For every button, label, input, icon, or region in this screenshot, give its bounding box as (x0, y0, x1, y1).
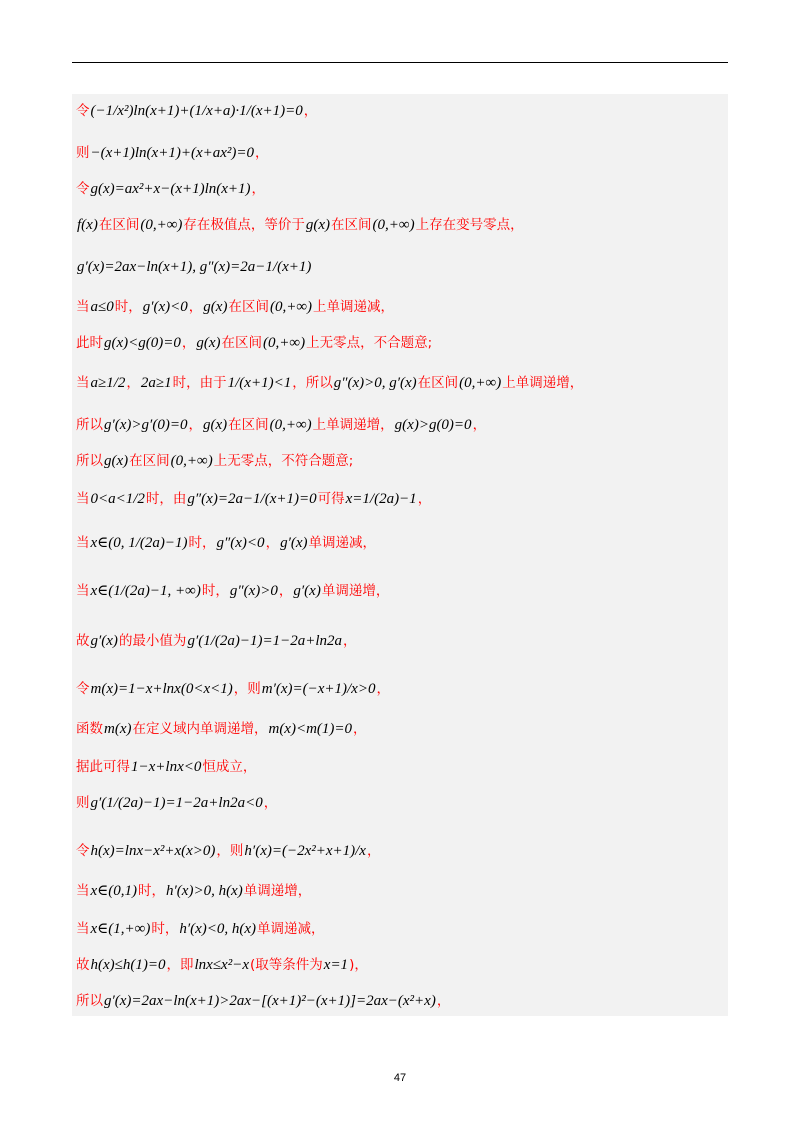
math-expression: x=1/(2a)−1 (345, 491, 417, 507)
explanation-text: 上单调递增， (502, 374, 584, 391)
math-expression: x∈(1/(2a)−1, +∞) (90, 583, 201, 599)
solution-line (76, 258, 724, 276)
explanation-text: 在区间 (228, 416, 269, 433)
math-expression: (0,+∞) (269, 417, 312, 433)
explanation-text: ， (265, 534, 280, 551)
explanation-text: 令 (76, 180, 90, 197)
math-expression: h′(x)<0, h(x) (179, 921, 257, 937)
explanation-text: 在区间 (221, 334, 263, 351)
explanation-text: 上无零点，不合题意; (306, 334, 433, 351)
math-expression: g′(x)=2ax−ln(x+1), g″(x)=2a−1/(x+1) (77, 259, 312, 275)
explanation-text: ， (188, 298, 203, 315)
solution-line (76, 956, 724, 974)
math-expression: g(x)>g(0)=0 (394, 417, 472, 433)
explanation-text: 则 (76, 144, 90, 161)
solution-line (76, 794, 724, 812)
math-expression: g(x)<g(0)=0 (104, 335, 181, 351)
math-expression: (0,+∞) (140, 217, 183, 233)
explanation-text: 据此可得 (76, 758, 130, 775)
page-number: 47 (393, 1072, 407, 1084)
explanation-text: )， (349, 956, 368, 973)
explanation-text: (取等条件为 (250, 956, 323, 973)
explanation-text: 时， (114, 298, 142, 315)
solution-line (76, 216, 724, 234)
math-expression: h(x)=lnx−x²+x(x>0) (90, 843, 216, 859)
math-expression: 1−x+lnx<0 (131, 759, 202, 775)
math-expression: g″(x)>0, g′(x) (333, 375, 417, 391)
math-expression: h′(x)>0, h(x) (166, 883, 243, 899)
explanation-text: 所以 (76, 416, 103, 433)
solution-line (76, 334, 724, 352)
explanation-text: 时， (201, 582, 229, 599)
math-expression: x=1 (323, 957, 349, 973)
explanation-text: ， (417, 490, 432, 507)
solution-line (76, 416, 724, 434)
explanation-text: 单调递减， (257, 920, 325, 937)
explanation-text: ， (436, 992, 451, 1009)
explanation-text: 当 (76, 298, 90, 315)
math-expression: g′(x)<0 (142, 299, 188, 315)
solution-line (76, 758, 724, 776)
math-expression: g″(x)<0 (216, 535, 265, 551)
math-expression: (0,+∞) (459, 375, 502, 391)
math-expression: x∈(0, 1/(2a)−1) (90, 535, 188, 551)
explanation-text: 则 (76, 794, 90, 811)
explanation-text: ，即 (166, 956, 194, 973)
math-expression: a≤0 (90, 299, 114, 315)
math-expression: g(x) (203, 299, 228, 315)
explanation-text: 当 (76, 534, 90, 551)
math-expression: 1/(x+1)<1 (227, 375, 292, 391)
math-expression: −(x+1)ln(x+1)+(x+ax²)=0 (90, 145, 254, 161)
explanation-text: 可得 (317, 490, 345, 507)
explanation-text: 当 (76, 374, 90, 391)
math-expression: m(x)=1−x+lnx(0<x<1) (90, 681, 233, 697)
explanation-text: ， (366, 842, 381, 859)
solution-line (76, 490, 724, 508)
math-expression: f(x) (77, 217, 98, 233)
explanation-text: 时， (138, 882, 166, 899)
explanation-text: ，则 (233, 680, 261, 697)
math-expression: a≥1/2 (90, 375, 126, 391)
math-expression: m(x) (104, 721, 132, 737)
solution-line (76, 582, 724, 600)
explanation-text: 存在极值点，等价于 (183, 216, 305, 233)
explanation-text: 令 (76, 102, 90, 119)
explanation-text: 时，由 (145, 490, 187, 507)
explanation-text: ， (303, 102, 318, 119)
explanation-text: 令 (76, 680, 90, 697)
explanation-text: ， (251, 180, 266, 197)
explanation-text: 当 (76, 582, 90, 599)
math-expression: g′(x) (90, 633, 118, 649)
explanation-text: 单调递增， (243, 882, 312, 899)
math-expression: lnx≤x²−x (194, 957, 249, 973)
math-expression: g(x) (202, 417, 228, 433)
math-expression: (−1/x²)ln(x+1)+(1/x+a)·1/(x+1)=0 (90, 103, 303, 119)
solution-content (72, 94, 728, 1016)
explanation-text: 上单调递减， (313, 298, 395, 315)
explanation-text: ， (181, 334, 196, 351)
math-expression: 0<a<1/2 (90, 491, 145, 507)
math-expression: g′(1/(2a)−1)=1−2a+ln2a<0 (90, 795, 263, 811)
explanation-text: ， (472, 416, 487, 433)
solution-line (76, 534, 724, 552)
explanation-text: 当 (76, 920, 90, 937)
solution-line (76, 720, 724, 738)
explanation-text: ， (343, 632, 357, 649)
explanation-text: 在区间 (331, 216, 372, 233)
explanation-text: 此时 (76, 334, 103, 351)
math-expression: m(x)<m(1)=0 (268, 721, 353, 737)
explanation-text: 的最小值为 (118, 632, 187, 649)
math-expression: g(x) (104, 453, 129, 469)
solution-line (76, 992, 724, 1010)
explanation-text: 所以 (76, 992, 103, 1009)
math-expression: 2a≥1 (140, 375, 172, 391)
explanation-text: 时，由于 (172, 374, 227, 391)
math-expression: g″(x)=2a−1/(x+1)=0 (187, 491, 317, 507)
solution-line (76, 452, 724, 470)
explanation-text: 在区间 (228, 298, 269, 315)
math-expression: g′(x)>g′(0)=0 (104, 417, 188, 433)
explanation-text: 当 (76, 490, 90, 507)
explanation-text: 上单调递增， (312, 416, 394, 433)
explanation-text: 单调递增， (321, 582, 390, 599)
math-expression: g(x) (305, 217, 331, 233)
explanation-text: 时， (151, 920, 179, 937)
explanation-text: 函数 (76, 720, 103, 737)
solution-line (76, 374, 724, 392)
explanation-text: 故 (76, 632, 90, 649)
math-expression: h(x)≤h(1)=0 (90, 957, 166, 973)
explanation-text: ，所以 (292, 374, 333, 391)
explanation-text: 上无零点，不符合题意; (213, 452, 354, 469)
explanation-text: 所以 (76, 452, 103, 469)
math-expression: h′(x)=(−2x²+x+1)/x (244, 843, 366, 859)
math-expression: (0,+∞) (170, 453, 213, 469)
math-expression: (0,+∞) (269, 299, 313, 315)
math-expression: x∈(1,+∞) (90, 921, 151, 937)
math-expression: g′(x)=2ax−ln(x+1)>2ax−[(x+1)²−(x+1)]=2ax−(x²+x) (104, 993, 436, 1009)
explanation-text: 上存在变号零点， (415, 216, 524, 233)
math-expression: g′(x) (293, 583, 321, 599)
solution-line (76, 882, 724, 900)
explanation-text: ， (126, 374, 140, 391)
math-expression: g″(x)>0 (229, 583, 278, 599)
header-rule (72, 62, 728, 63)
math-expression: (0,+∞) (263, 335, 306, 351)
solution-line (76, 842, 724, 860)
math-expression: g(x)=ax²+x−(x+1)ln(x+1) (90, 181, 251, 197)
solution-line (76, 144, 724, 162)
explanation-text: 故 (76, 956, 90, 973)
solution-line (76, 632, 724, 650)
explanation-text: 恒成立， (202, 758, 257, 775)
explanation-text: ， (255, 144, 269, 161)
explanation-text: ， (263, 794, 278, 811)
solution-line (76, 180, 724, 198)
solution-line (76, 920, 724, 938)
math-expression: (0,+∞) (372, 217, 415, 233)
explanation-text: 在区间 (417, 374, 459, 391)
solution-line (76, 298, 724, 316)
explanation-text: 当 (76, 882, 90, 899)
explanation-text: 在区间 (129, 452, 170, 469)
explanation-text: ， (353, 720, 367, 737)
solution-line (76, 680, 724, 698)
math-expression: x∈(0,1) (90, 883, 138, 899)
explanation-text: 在定义域内单调递增， (132, 720, 268, 737)
math-expression: g′(1/(2a)−1)=1−2a+ln2a (187, 633, 343, 649)
explanation-text: 时， (188, 534, 216, 551)
explanation-text: ， (376, 680, 390, 697)
explanation-text: 单调递减， (308, 534, 376, 551)
solution-line (76, 102, 724, 120)
explanation-text: ，则 (216, 842, 244, 859)
explanation-text: 令 (76, 842, 90, 859)
explanation-text: ， (278, 582, 293, 599)
math-expression: g(x) (196, 335, 221, 351)
explanation-text: ， (188, 416, 202, 433)
math-expression: g′(x) (280, 535, 308, 551)
math-expression: m′(x)=(−x+1)/x>0 (261, 681, 376, 697)
explanation-text: 在区间 (98, 216, 140, 233)
